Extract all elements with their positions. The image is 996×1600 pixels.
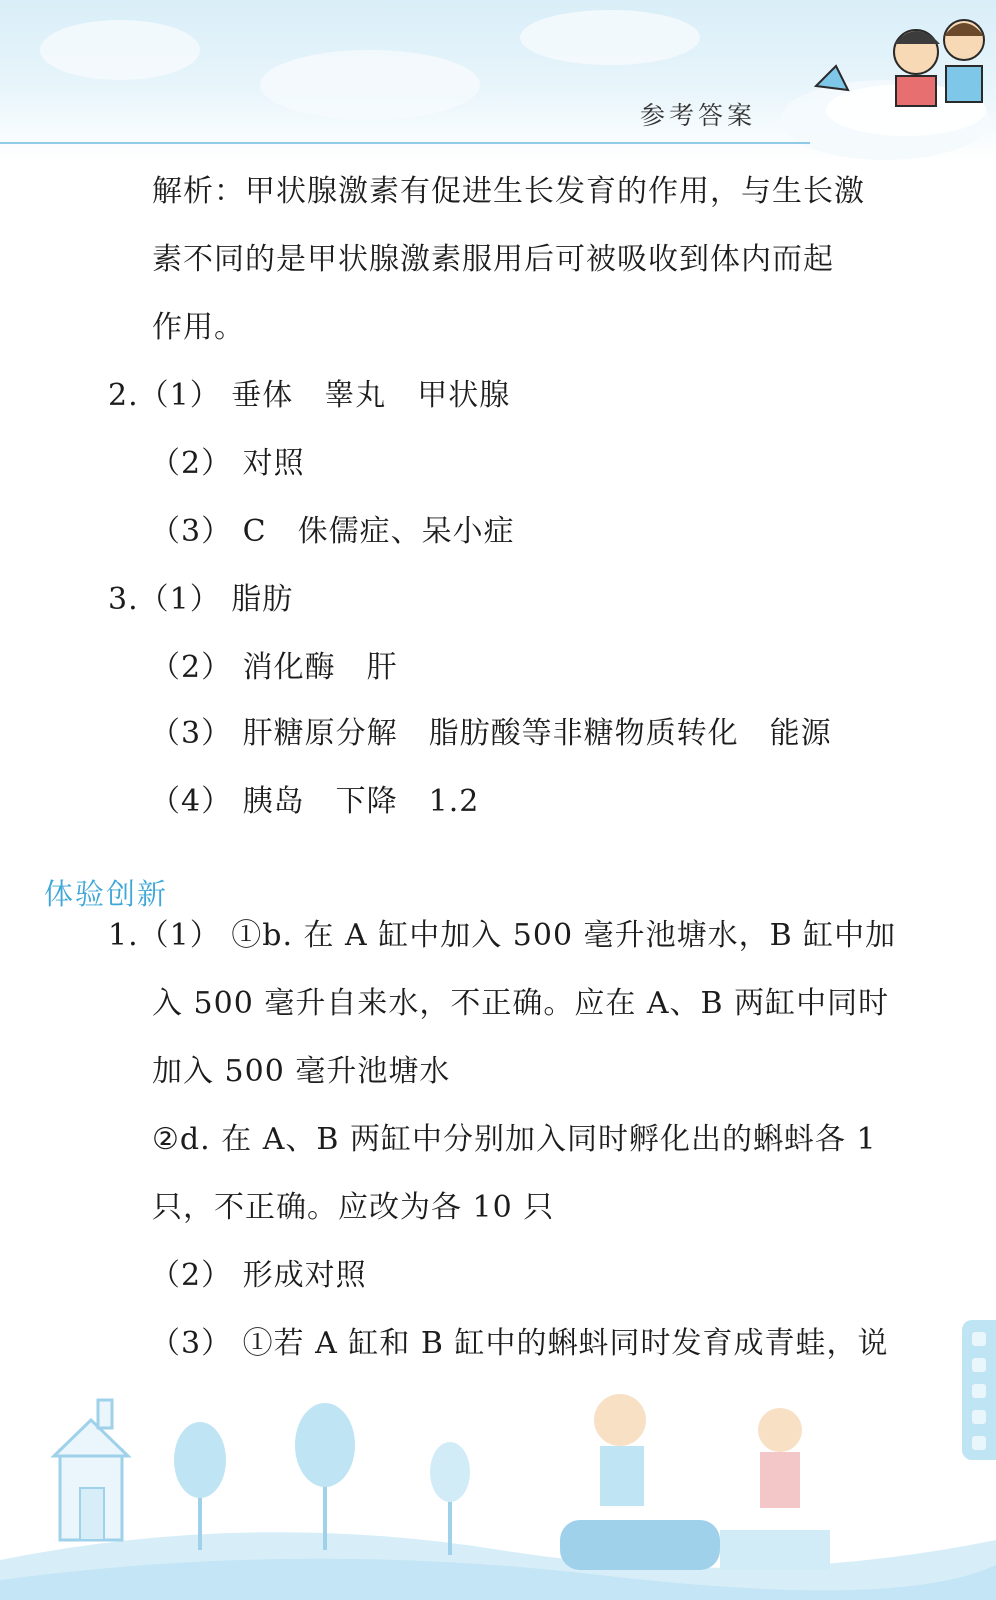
text-line: （4） 胰岛 下降 1.2 xyxy=(150,784,480,819)
text-line: 作用。 xyxy=(152,310,245,345)
text-line: （3） C 侏儒症、呆小症 xyxy=(150,514,515,549)
text-line: （3） 肝糖原分解 脂肪酸等非糖物质转化 能源 xyxy=(150,716,832,751)
text-line: （2） 对照 xyxy=(150,446,305,481)
text-line: 素不同的是甲状腺激素服用后可被吸收到体内而起 xyxy=(152,242,834,277)
reading-kids-illustration xyxy=(796,0,986,140)
text-line: 2.（1） 垂体 睾丸 甲状腺 xyxy=(108,378,511,413)
footer-cartoon-scene xyxy=(0,1360,996,1600)
text-line: 解析：甲状腺激素有促进生长发育的作用，与生长激 xyxy=(152,174,865,209)
header-rule xyxy=(0,142,810,144)
text-line: 入 500 毫升自来水，不正确。应在 A、B 两缸中同时 xyxy=(152,986,890,1021)
text-line: 只，不正确。应改为各 10 只 xyxy=(152,1190,555,1225)
text-line: （3） ①若 A 缸和 B 缸中的蝌蚪同时发育成青蛙，说 xyxy=(150,1326,889,1361)
text-line: （2） 消化酶 肝 xyxy=(150,650,398,685)
section-title: 体验创新 xyxy=(44,877,169,911)
text-line: 加入 500 毫升池塘水 xyxy=(152,1054,451,1089)
text-line: 1.（1） ①b. 在 A 缸中加入 500 毫升池塘水，B 缸中加 xyxy=(108,918,897,953)
text-line: 3.（1） 脂肪 xyxy=(108,582,294,617)
page-header-title: 参考答案 xyxy=(640,101,757,130)
text-line: ②d. 在 A、B 两缸中分别加入同时孵化出的蝌蚪各 1 xyxy=(152,1122,877,1157)
text-line: （2） 形成对照 xyxy=(150,1258,367,1293)
